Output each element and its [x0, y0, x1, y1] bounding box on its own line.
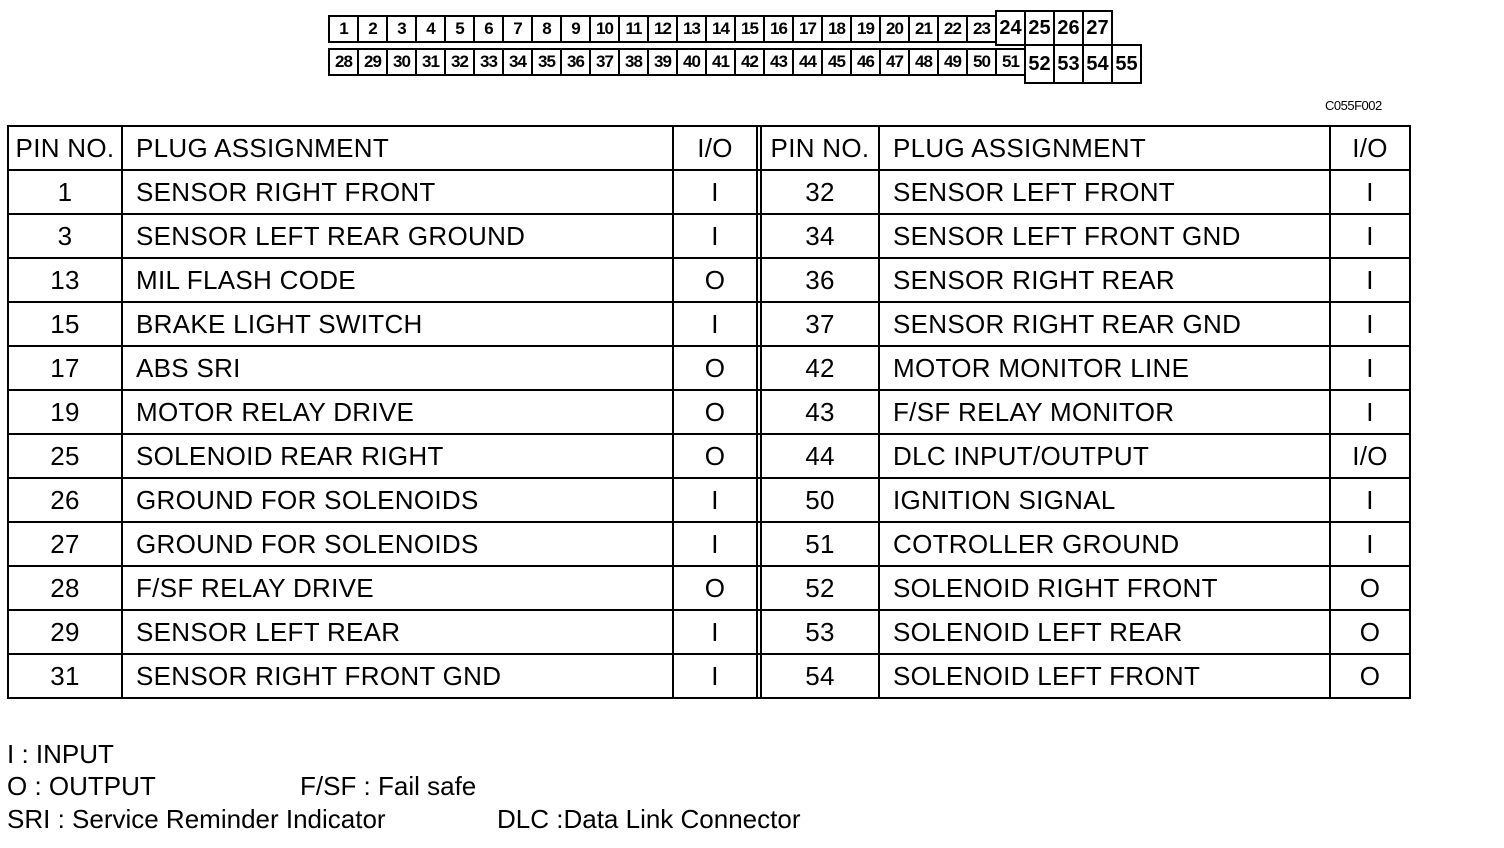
assignment-left: SOLENOID REAR RIGHT [122, 434, 673, 478]
assignment-left: SENSOR RIGHT FRONT GND [122, 654, 673, 698]
io-left: O [673, 390, 757, 434]
connector-pin: 12 [647, 15, 678, 43]
connector-pin: 26 [1053, 10, 1084, 46]
table-row [8, 566, 1410, 610]
connector-pin: 16 [763, 15, 794, 43]
io-right: O [1330, 610, 1410, 654]
legend-sri: SRI : Service Reminder Indicator [7, 804, 386, 834]
io-right: I [1330, 522, 1410, 566]
table-row [8, 478, 1410, 522]
pin-left: 29 [8, 610, 122, 654]
assignment-right: SENSOR RIGHT REAR GND [879, 302, 1330, 346]
assignment-right: IGNITION SIGNAL [879, 478, 1330, 522]
table-row [8, 434, 1410, 478]
pin-left: 17 [8, 346, 122, 390]
assignment-left: SENSOR LEFT REAR GROUND [122, 214, 673, 258]
header-pin-left: PIN NO. [8, 126, 122, 170]
assignment-right: SOLENOID LEFT REAR [879, 610, 1330, 654]
assignment-left: SENSOR RIGHT FRONT [122, 170, 673, 214]
io-right: O [1330, 654, 1410, 698]
connector-pin: 4 [415, 15, 446, 43]
io-left: I [673, 522, 757, 566]
legend-dlc: DLC :Data Link Connector [497, 804, 801, 834]
connector-pin: 53 [1053, 44, 1084, 84]
connector-pin: 38 [618, 48, 649, 76]
assignment-right: SENSOR LEFT FRONT GND [879, 214, 1330, 258]
connector-pin: 28 [328, 48, 359, 76]
assignment-right: SENSOR RIGHT REAR [879, 258, 1330, 302]
assignment-left: GROUND FOR SOLENOIDS [122, 478, 673, 522]
assignment-left: BRAKE LIGHT SWITCH [122, 302, 673, 346]
pin-right: 42 [761, 346, 879, 390]
connector-pin: 6 [473, 15, 504, 43]
io-left: O [673, 346, 757, 390]
connector-pin: 1 [328, 15, 359, 43]
connector-pin: 51 [995, 48, 1026, 76]
connector-diagram [328, 10, 1140, 80]
connector-pin: 14 [705, 15, 736, 43]
io-right: I [1330, 258, 1410, 302]
connector-pin: 47 [879, 48, 910, 76]
connector-pin: 3 [386, 15, 417, 43]
pin-right: 52 [761, 566, 879, 610]
connector-pin: 13 [676, 15, 707, 43]
pin-right: 34 [761, 214, 879, 258]
table-row [8, 302, 1410, 346]
assignment-right: MOTOR MONITOR LINE [879, 346, 1330, 390]
io-left: I [673, 302, 757, 346]
connector-pin: 21 [908, 15, 939, 43]
connector-pin: 33 [473, 48, 504, 76]
connector-pin: 42 [734, 48, 765, 76]
connector-row-upper [328, 10, 1140, 46]
io-right: I [1330, 346, 1410, 390]
legend-input: I : INPUT [7, 739, 114, 769]
pin-left: 27 [8, 522, 122, 566]
io-right: I [1330, 170, 1410, 214]
io-right: I [1330, 214, 1410, 258]
header-assignment-left: PLUG ASSIGNMENT [122, 126, 673, 170]
connector-pin: 32 [444, 48, 475, 76]
pin-left: 1 [8, 170, 122, 214]
table-row [8, 654, 1410, 698]
io-left: I [673, 654, 757, 698]
connector-pin: 39 [647, 48, 678, 76]
connector-pin: 11 [618, 15, 649, 43]
assignment-left: MIL FLASH CODE [122, 258, 673, 302]
pin-right: 44 [761, 434, 879, 478]
connector-pin: 18 [821, 15, 852, 43]
pin-left: 13 [8, 258, 122, 302]
table-row [8, 610, 1410, 654]
connector-pin: 52 [1024, 44, 1055, 84]
io-right: O [1330, 566, 1410, 610]
connector-pin: 15 [734, 15, 765, 43]
pin-left: 28 [8, 566, 122, 610]
pin-left: 31 [8, 654, 122, 698]
assignment-left: MOTOR RELAY DRIVE [122, 390, 673, 434]
connector-pin: 49 [937, 48, 968, 76]
connector-pin: 46 [850, 48, 881, 76]
table-row [8, 258, 1410, 302]
header-pin-right: PIN NO. [761, 126, 879, 170]
connector-pin: 25 [1024, 10, 1055, 46]
connector-row-lower [328, 44, 1140, 80]
connector-pin: 36 [560, 48, 591, 76]
connector-pin: 54 [1082, 44, 1113, 84]
table-row [8, 522, 1410, 566]
pin-right: 53 [761, 610, 879, 654]
table-row [8, 214, 1410, 258]
pin-right: 36 [761, 258, 879, 302]
connector-pin: 40 [676, 48, 707, 76]
pin-left: 19 [8, 390, 122, 434]
pin-left: 25 [8, 434, 122, 478]
connector-pin: 34 [502, 48, 533, 76]
assignment-right: COTROLLER GROUND [879, 522, 1330, 566]
connector-pin: 2 [357, 15, 388, 43]
io-left: O [673, 434, 757, 478]
pin-assignment-table [7, 125, 1411, 699]
connector-pin: 35 [531, 48, 562, 76]
connector-pin: 20 [879, 15, 910, 43]
connector-pin: 45 [821, 48, 852, 76]
connector-pin: 7 [502, 15, 533, 43]
pin-right: 32 [761, 170, 879, 214]
pin-right: 51 [761, 522, 879, 566]
io-left: I [673, 170, 757, 214]
io-left: I [673, 478, 757, 522]
io-left: O [673, 258, 757, 302]
table-row [8, 390, 1410, 434]
connector-pin: 5 [444, 15, 475, 43]
legend-output: O : OUTPUT [7, 771, 156, 801]
assignment-right: SOLENOID LEFT FRONT [879, 654, 1330, 698]
connector-pin: 10 [589, 15, 620, 43]
pin-left: 3 [8, 214, 122, 258]
pin-right: 54 [761, 654, 879, 698]
connector-pin: 22 [937, 15, 968, 43]
pin-right: 50 [761, 478, 879, 522]
connector-pin: 55 [1111, 44, 1142, 84]
connector-pin: 41 [705, 48, 736, 76]
connector-pin: 37 [589, 48, 620, 76]
assignment-right: DLC INPUT/OUTPUT [879, 434, 1330, 478]
assignment-left: GROUND FOR SOLENOIDS [122, 522, 673, 566]
io-right: I/O [1330, 434, 1410, 478]
connector-pin: 24 [995, 10, 1026, 46]
pin-right: 43 [761, 390, 879, 434]
io-right: I [1330, 390, 1410, 434]
connector-pin: 23 [966, 15, 997, 43]
connector-pin: 50 [966, 48, 997, 76]
connector-pin: 9 [560, 15, 591, 43]
connector-pin: 30 [386, 48, 417, 76]
io-right: I [1330, 478, 1410, 522]
assignment-left: ABS SRI [122, 346, 673, 390]
io-left: O [673, 566, 757, 610]
io-left: I [673, 214, 757, 258]
header-io-right: I/O [1330, 126, 1410, 170]
header-io-left: I/O [673, 126, 757, 170]
connector-pin: 8 [531, 15, 562, 43]
assignment-left: F/SF RELAY DRIVE [122, 566, 673, 610]
connector-pin: 48 [908, 48, 939, 76]
io-right: I [1330, 302, 1410, 346]
connector-pin: 31 [415, 48, 446, 76]
assignment-left: SENSOR LEFT REAR [122, 610, 673, 654]
connector-pin: 43 [763, 48, 794, 76]
table-row [8, 346, 1410, 390]
assignment-right: SENSOR LEFT FRONT [879, 170, 1330, 214]
connector-pin: 27 [1082, 10, 1113, 46]
connector-pin: 44 [792, 48, 823, 76]
connector-pin: 19 [850, 15, 881, 43]
legend-failsafe: F/SF : Fail safe [300, 771, 477, 801]
connector-pin: 17 [792, 15, 823, 43]
connector-pin: 29 [357, 48, 388, 76]
assignment-right: SOLENOID RIGHT FRONT [879, 566, 1330, 610]
header-assignment-right: PLUG ASSIGNMENT [879, 126, 1330, 170]
pin-left: 26 [8, 478, 122, 522]
io-left: I [673, 610, 757, 654]
pin-right: 37 [761, 302, 879, 346]
table-header-row [8, 126, 1410, 170]
assignment-right: F/SF RELAY MONITOR [879, 390, 1330, 434]
figure-code: C055F002 [1325, 98, 1382, 113]
pin-left: 15 [8, 302, 122, 346]
table-row [8, 170, 1410, 214]
